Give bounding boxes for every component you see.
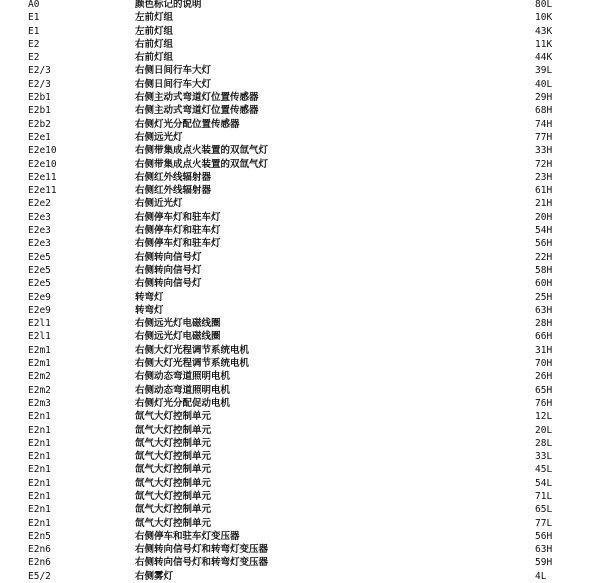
component-code: E2m3 [28, 397, 51, 409]
diagram-location: 39L [535, 65, 553, 77]
table-row [0, 197, 602, 210]
table-row [0, 11, 602, 24]
component-description: 右侧带集成点火装置的双氙气灯 [135, 145, 269, 157]
diagram-location: 58H [535, 264, 553, 276]
diagram-location: 77H [535, 131, 553, 143]
component-description: 右侧转向信号灯 [135, 278, 202, 290]
component-description: 右侧主动式弯道灯位置传感器 [135, 92, 259, 104]
component-code: E2b1 [28, 105, 51, 117]
table-row [0, 277, 602, 290]
diagram-location: 56H [535, 238, 553, 250]
diagram-location: 29H [535, 92, 553, 104]
table-row [0, 264, 602, 277]
component-description: 左前灯组 [135, 12, 174, 24]
table-row [0, 184, 602, 197]
table-row [0, 330, 602, 343]
table-row [0, 570, 602, 583]
diagram-location: 74H [535, 118, 553, 130]
diagram-location: 40L [535, 78, 553, 90]
diagram-location: 65H [535, 384, 553, 396]
table-row [0, 118, 602, 131]
component-code: E2n1 [28, 517, 51, 529]
component-description: 氙气大灯控制单元 [135, 464, 212, 476]
diagram-location: 63H [535, 544, 553, 556]
diagram-location: 61H [535, 185, 553, 197]
component-code: E2n6 [28, 544, 51, 556]
component-code: E2n1 [28, 490, 51, 502]
table-row [0, 64, 602, 77]
diagram-location: 77L [535, 517, 553, 529]
component-description: 右侧主动式弯道灯位置传感器 [135, 105, 259, 117]
diagram-location: 63H [535, 304, 553, 316]
component-description: 右前灯组 [135, 38, 174, 50]
diagram-location: 23H [535, 171, 553, 183]
component-description: 右侧红外线辐射器 [135, 185, 212, 197]
diagram-location: 12L [535, 411, 553, 423]
component-code: E2e9 [28, 304, 51, 316]
component-description: 右侧雾灯 [135, 570, 174, 582]
component-description: 氙气大灯控制单元 [135, 477, 212, 489]
component-code: E2e5 [28, 278, 51, 290]
component-code: E2n5 [28, 530, 51, 542]
component-description: 右侧大灯光程调节系统电机 [135, 358, 250, 370]
component-code: E2n1 [28, 437, 51, 449]
table-row [0, 370, 602, 383]
diagram-location: 70H [535, 358, 553, 370]
component-description: 右侧停车灯和驻车灯 [135, 238, 221, 250]
diagram-location: 26H [535, 371, 553, 383]
component-description: 右侧大灯光程调节系统电机 [135, 344, 250, 356]
diagram-location: 21H [535, 198, 553, 210]
component-code: E2 [28, 52, 40, 64]
component-description: 氙气大灯控制单元 [135, 424, 212, 436]
component-code: E2e2 [28, 198, 51, 210]
component-code: E5/2 [28, 570, 51, 582]
diagram-location: 65L [535, 504, 553, 516]
component-description: 右侧红外线辐射器 [135, 171, 212, 183]
component-description: 氙气大灯控制单元 [135, 517, 212, 529]
component-code: E2n1 [28, 464, 51, 476]
table-row [0, 144, 602, 157]
table-row [0, 517, 602, 530]
component-code: E2n1 [28, 411, 51, 423]
component-code: E2n1 [28, 451, 51, 463]
table-row [0, 543, 602, 556]
diagram-location: 25H [535, 291, 553, 303]
diagram-location: 20L [535, 424, 553, 436]
table-row [0, 530, 602, 543]
component-description: 右侧日间行车大灯 [135, 65, 212, 77]
component-description: 氙气大灯控制单元 [135, 411, 212, 423]
diagram-location: 28H [535, 318, 553, 330]
diagram-location: 59H [535, 557, 553, 569]
component-description: 氙气大灯控制单元 [135, 504, 212, 516]
component-code: E2m1 [28, 358, 51, 370]
table-row [0, 158, 602, 171]
table-row [0, 397, 602, 410]
table-row [0, 410, 602, 423]
component-code: E2e3 [28, 238, 51, 250]
component-code: E2e10 [28, 145, 57, 157]
diagram-location: 54L [535, 477, 553, 489]
table-row [0, 51, 602, 64]
component-code: E2e5 [28, 264, 51, 276]
component-code: E2n1 [28, 504, 51, 516]
diagram-location: 71L [535, 490, 553, 502]
component-code: E2n6 [28, 557, 51, 569]
component-code: E2e11 [28, 171, 57, 183]
table-row [0, 424, 602, 437]
diagram-location: 33H [535, 145, 553, 157]
component-code: E2b1 [28, 92, 51, 104]
diagram-location: 20H [535, 211, 553, 223]
component-description: 右侧转向信号灯和转弯灯变压器 [135, 544, 269, 556]
component-description: 右侧转向信号灯和转弯灯变压器 [135, 557, 269, 569]
component-description: 右侧近光灯 [135, 198, 183, 210]
component-code: E2l1 [28, 318, 51, 330]
table-row [0, 78, 602, 91]
table-row [0, 490, 602, 503]
component-code: E2m1 [28, 344, 51, 356]
component-description: 右侧灯光分配促动电机 [135, 397, 231, 409]
component-code: E2n1 [28, 477, 51, 489]
component-code: E2e5 [28, 251, 51, 263]
diagram-location: 76H [535, 397, 553, 409]
table-row [0, 477, 602, 490]
diagram-location: 60H [535, 278, 553, 290]
table-row [0, 104, 602, 117]
component-code: E2b2 [28, 118, 51, 130]
component-description: 右侧远光灯电磁线圈 [135, 331, 221, 343]
component-description: 右侧动态弯道照明电机 [135, 371, 231, 383]
diagram-location: 72H [535, 158, 553, 170]
table-row [0, 291, 602, 304]
table-row [0, 304, 602, 317]
table-row [0, 211, 602, 224]
component-description: 右侧转向信号灯 [135, 264, 202, 276]
table-row [0, 237, 602, 250]
component-code: E2l1 [28, 331, 51, 343]
component-description: 右侧灯光分配位置传感器 [135, 118, 240, 130]
component-code: E1 [28, 25, 40, 37]
table-row [0, 384, 602, 397]
component-code: E2e3 [28, 225, 51, 237]
component-description: 右侧转向信号灯 [135, 251, 202, 263]
diagram-location: 45L [535, 464, 553, 476]
component-code: E2e3 [28, 211, 51, 223]
component-code: E2e9 [28, 291, 51, 303]
component-code: E2n1 [28, 424, 51, 436]
table-row [0, 503, 602, 516]
table-row [0, 25, 602, 38]
component-description: 右侧动态弯道照明电机 [135, 384, 231, 396]
diagram-location: 66H [535, 331, 553, 343]
table-row [0, 344, 602, 357]
component-description: 氙气大灯控制单元 [135, 451, 212, 463]
diagram-location: 4L [535, 570, 547, 582]
component-description: 颜色标记的说明 [135, 0, 202, 10]
diagram-location: 68H [535, 105, 553, 117]
component-code: E2e11 [28, 185, 57, 197]
component-code: A0 [28, 0, 40, 10]
component-code: E2e10 [28, 158, 57, 170]
component-code: E2m2 [28, 384, 51, 396]
table-row [0, 463, 602, 476]
component-code: E2e1 [28, 131, 51, 143]
diagram-location: 22H [535, 251, 553, 263]
diagram-location: 11K [535, 38, 553, 50]
component-description: 右侧停车和驻车灯变压器 [135, 530, 240, 542]
diagram-location: 80L [535, 0, 553, 10]
table-row [0, 556, 602, 569]
diagram-location: 28L [535, 437, 553, 449]
component-code: E2/3 [28, 78, 51, 90]
diagram-location: 54H [535, 225, 553, 237]
component-description: 右侧日间行车大灯 [135, 78, 212, 90]
component-description: 右侧远光灯 [135, 131, 183, 143]
diagram-location: 44K [535, 52, 553, 64]
component-description: 右侧停车灯和驻车灯 [135, 225, 221, 237]
diagram-location: 56H [535, 530, 553, 542]
component-description: 氙气大灯控制单元 [135, 490, 212, 502]
table-row [0, 0, 602, 11]
table-row [0, 317, 602, 330]
component-code: E2m2 [28, 371, 51, 383]
diagram-location: 43K [535, 25, 553, 37]
diagram-location: 31H [535, 344, 553, 356]
component-description: 右侧停车灯和驻车灯 [135, 211, 221, 223]
component-code: E2 [28, 38, 40, 50]
table-row [0, 357, 602, 370]
table-row [0, 131, 602, 144]
table-row [0, 450, 602, 463]
diagram-location: 33L [535, 451, 553, 463]
table-row [0, 251, 602, 264]
component-description: 右前灯组 [135, 52, 174, 64]
table-row [0, 224, 602, 237]
diagram-location: 10K [535, 12, 553, 24]
table-row [0, 91, 602, 104]
component-description: 右侧远光灯电磁线圈 [135, 318, 221, 330]
table-row [0, 38, 602, 51]
table-row [0, 171, 602, 184]
component-description: 转弯灯 [135, 291, 164, 303]
component-description: 转弯灯 [135, 304, 164, 316]
component-code: E2/3 [28, 65, 51, 77]
component-description: 右侧带集成点火装置的双氙气灯 [135, 158, 269, 170]
component-code: E1 [28, 12, 40, 24]
component-description: 左前灯组 [135, 25, 174, 37]
component-description: 氙气大灯控制单元 [135, 437, 212, 449]
table-row [0, 437, 602, 450]
